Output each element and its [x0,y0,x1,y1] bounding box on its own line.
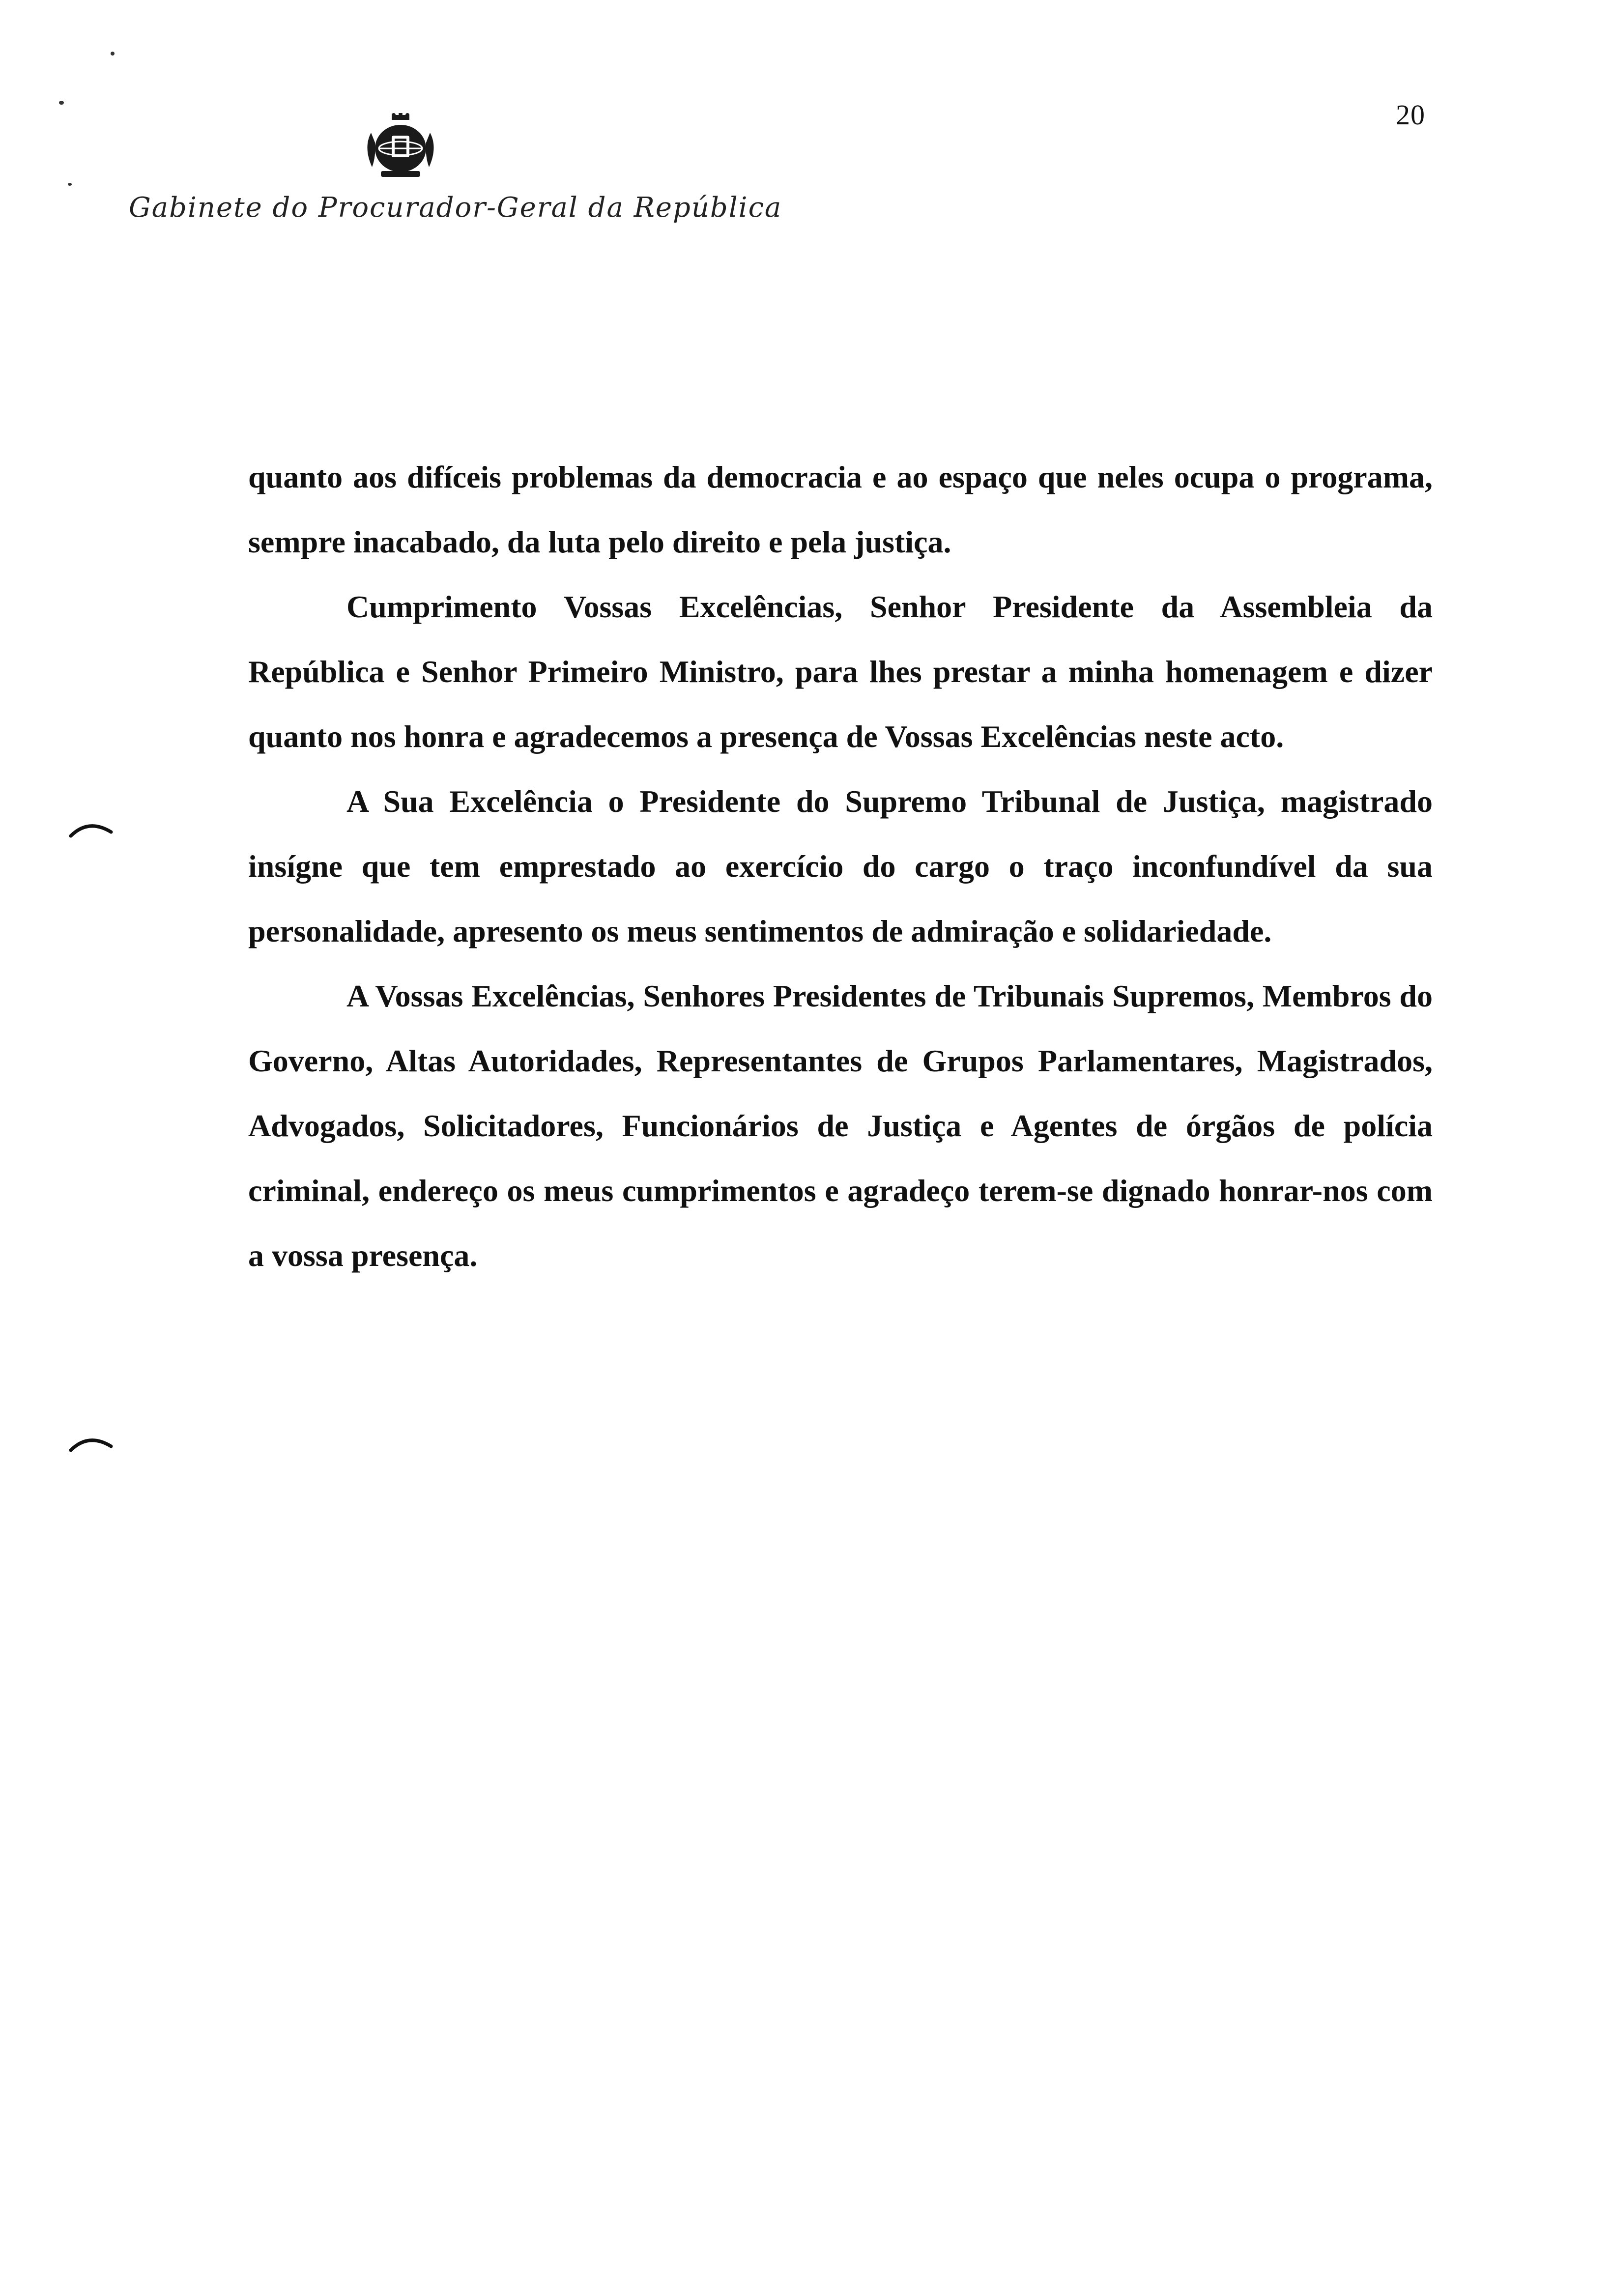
scan-speck [59,101,64,105]
body-paragraph: A Sua Excelência o Presidente do Supremo Tribunal de Justiça, magistrado insígne que tem emprestado ao exercício do cargo o traço inconfundível da sua personalidade, apresento os meus sentimentos de admiração e solidariedade. [248,784,1433,948]
scan-speck [68,183,72,186]
document-body [248,445,1433,1288]
body-paragraph: A Vossas Excelências, Senhores Presidentes de Tribunais Supremos, Membros do Governo, Altas Autoridades, Representantes de Grupos Parlamentares, Magistrados, Advogados, Solicitadores, Funcionários de Justiça e Agentes de órgãos de polícia criminal, endereço os meus cumprimentos e agradeço terem-se dignado honrar-nos com a vossa presença. [248,978,1433,1273]
letterhead-title: Gabinete do Procurador-Geral da República [129,192,782,224]
binder-hole-mark [69,1433,113,1452]
body-paragraph: quanto aos difíceis problemas da democracia e ao espaço que neles ocupa o programa, sempre inacabado, da luta pelo direito e pela justiça. [248,459,1433,559]
scan-speck [111,52,115,56]
page-number: 20 [1396,99,1425,131]
binder-hole-mark [69,818,113,838]
coat-of-arms-icon [361,113,440,182]
body-paragraph: Cumprimento Vossas Excelências, Senhor Presidente da Assembleia da República e Senhor Primeiro Ministro, para lhes prestar a minha homenagem e dizer quanto nos honra e agradecemos a presença de Vossas Excelências neste acto. [248,589,1433,754]
